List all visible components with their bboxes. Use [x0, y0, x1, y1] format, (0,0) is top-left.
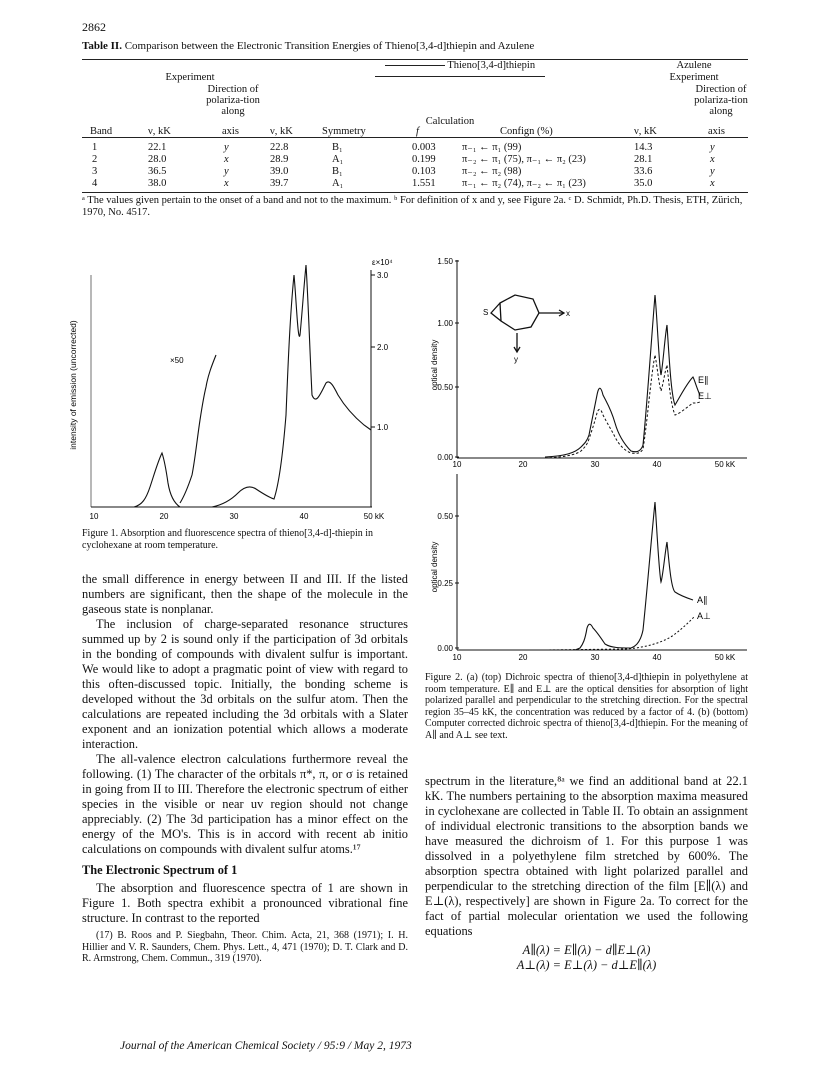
figure-2b-curve-parallel [575, 502, 693, 650]
table-cell-nu-calc: 22.8 [270, 142, 289, 153]
table-cell-band: 1 [92, 142, 98, 153]
figure-2b-x-tick: 50 kK [714, 653, 736, 662]
table-col-axis-az: axis [708, 126, 725, 137]
figure-2a-ylabel: optical density [430, 339, 439, 391]
figure-1-annotation: ×50 [170, 356, 184, 365]
table-col-config: Confign (%) [500, 126, 553, 137]
figure-2a-y-tick: 0.50 [437, 383, 453, 392]
table-cell-axis: x [224, 154, 229, 165]
table-cell-axis-az: x [710, 178, 715, 189]
figure-2b-label-parallel: A∥ [697, 595, 708, 605]
table-cell-axis-az: y [710, 166, 715, 177]
table-cell-axis-az: x [710, 154, 715, 165]
table-row [82, 142, 748, 154]
table-group-experiment-azulene: Experiment [669, 72, 719, 83]
table-cell-nu-calc: 39.0 [270, 166, 289, 177]
figure-2b-x-tick: 30 [590, 653, 600, 662]
table-cell-nu-az: 14.3 [634, 142, 653, 153]
table-cell-config: π₋₂ ← π₂ (98) [462, 166, 522, 177]
figure-2a-x-tick: 40 [652, 460, 662, 469]
right-paragraph-1: spectrum in the literature,⁸ᵃ we find an additional band at 22.1 kK. The numbers pertaining to the absorption maxima measured in cyclohexane are collected in Table II. To obtain an assignment of individual electronic transitions to the absorption bands we have measured the dichroism of 1. For this purpose 1 was dissolved in a polyethylene film stretched by 600%. The absorption spectra obtained with light polarized parallel and perpendicular to the stretching direction of the film [E∥(λ) and E⊥(λ), respectively] are shown in Figure 2a. To correct for the fact of partial molecular orientation we used the following equations [425, 774, 748, 938]
right-column [425, 774, 748, 973]
table-cell-f: 0.003 [412, 142, 436, 153]
figure-1-x-tick: 30 [229, 512, 239, 521]
table-cell-band: 4 [92, 178, 98, 189]
table-cell-band: 2 [92, 154, 98, 165]
table-cell-nu: 36.5 [148, 166, 167, 177]
left-paragraph-3: The all-valence electron calculations furthermore reveal the following. (1) The character of the orbitals π*, π, or σ is retained in going from II to III. Therefore the electronic spectrum of either species in the visible or near uv region should not change appreciably. (2) The 3d participation has a minor effect on the energy of the MO's. This is in accord with recent ab initio calculations on compounds with divalent sulfur atoms.¹⁷ [82, 752, 408, 856]
figure-1-y-tick: 3.0 [377, 271, 389, 280]
table-cell-nu-az: 28.1 [634, 154, 653, 165]
figure-1-right-label: ε×10⁴ [372, 258, 393, 267]
figure-2b-label-perpendicular: A⊥ [697, 611, 711, 621]
left-paragraph-4: The absorption and fluorescence spectra of 1 are shown in Figure 1. Both spectra exhibit a pronounced vibrational fine structure. In contrast to the reported [82, 881, 408, 925]
table-cell-f: 0.103 [412, 166, 436, 177]
table-cell-config: π₋₁ ← π₂ (74), π₋₂ ← π₁ (23) [462, 178, 586, 189]
table-col-direction-az: Direction of polariza-tion along [694, 84, 748, 117]
table-cell-sym: B₁ [332, 166, 343, 177]
table-group-experiment: Experiment [165, 72, 215, 83]
figure-1-absorption-curve [212, 265, 371, 507]
figure-2b-y-tick: 0.50 [437, 512, 453, 521]
table-cell-sym: A₁ [332, 154, 344, 165]
table-cell-config: π₋₂ ← π₁ (75), π₋₁ ← π₂ (23) [462, 154, 586, 165]
table-cell-sym: A₁ [332, 178, 344, 189]
reference-17: (17) B. Roos and P. Siegbahn, Theor. Chim. Acta, 21, 368 (1971); I. H. Hillier and V. R. Saunders, Chem. Phys. Lett., 4, 471 (1970); D. T. Clark and D. R. Armstrong, Chem. Commun., 319 (1970). [82, 930, 408, 964]
figure-2b-curve-perpendicular [545, 616, 695, 650]
figure-2a-x-tick: 50 kK [714, 460, 736, 469]
figure-2b [425, 472, 750, 672]
table-footnote: ᵃ The values given pertain to the onset of a band and not to the maximum. ᵇ For definition of x and y, see Figure 2a. ᶜ D. Schmidt, Ph.D. Thesis, ETH, Zürich, 1970, No. 4517. [82, 195, 743, 218]
left-column [82, 572, 408, 965]
figure-2a-x-tick: 10 [452, 460, 462, 469]
figure-2a-molecule [491, 295, 564, 352]
figure-1-y-tick: 1.0 [377, 423, 389, 432]
equation-2: A⊥(λ) = E⊥(λ) − d⊥E∥(λ) [516, 958, 657, 972]
table-cell-axis: y [224, 142, 229, 153]
figure-2a-label-parallel: E∥ [698, 375, 709, 385]
equation-1: A∥(λ) = E∥(λ) − d∥E⊥(λ) [522, 943, 651, 957]
figure-2a-y-tick: 0.00 [437, 453, 453, 462]
figure-2b-x-tick: 10 [452, 653, 462, 662]
table-group-calculation: Calculation [425, 116, 475, 127]
figure-1-fluorescence-curve [134, 355, 216, 507]
figure-2b-ylabel: optical density [430, 541, 439, 593]
table-col-nu-az: ν, kK [634, 126, 657, 137]
figure-2b-y-tick: 0.00 [437, 644, 453, 653]
figure-1-x-tick: 50 kK [363, 512, 385, 521]
table-header-rule [82, 137, 748, 138]
figure-1-y-tick: 2.0 [377, 343, 389, 352]
figure-1-axes [82, 255, 372, 507]
table-caption [82, 40, 742, 52]
figure-1-x-tick: 20 [159, 512, 169, 521]
table-cell-nu-az: 33.6 [634, 166, 653, 177]
table-group-azulene: Azulene [676, 60, 712, 71]
figure-2a-s-label: S [483, 308, 489, 317]
table-cell-f: 1.551 [412, 178, 436, 189]
table-row [82, 166, 748, 178]
table-col-band: Band [90, 126, 113, 137]
table-col-axis: axis [222, 126, 239, 137]
figure-2a-y-tick: 1.00 [437, 319, 453, 328]
table-cell-nu: 22.1 [148, 142, 167, 153]
figure-2a-x-tick: 30 [590, 460, 600, 469]
table-caption-label: Table II. [82, 40, 122, 52]
table-row [82, 154, 748, 166]
figure-2b-y-tick: 0.25 [437, 579, 453, 588]
page-number: 2862 [82, 20, 106, 34]
table-cell-nu: 28.0 [148, 154, 167, 165]
figure-2a-y-tick: 1.50 [437, 257, 453, 266]
table-body [82, 142, 748, 190]
figure-2a-label-perpendicular: E⊥ [698, 391, 712, 401]
table-col-nu-calc: ν, kK [270, 126, 293, 137]
table-col-symmetry: Symmetry [322, 126, 366, 137]
table-row [82, 178, 748, 190]
figure-2a-curve-parallel [545, 295, 700, 457]
table-cell-nu-calc: 39.7 [270, 178, 289, 189]
section-heading: The Electronic Spectrum of 1 [82, 863, 238, 877]
figure-2a-x-tick: 20 [518, 460, 528, 469]
figure-1-caption: Figure 1. Absorption and fluorescence spectra of thieno[3,4-d]-thiepin in cyclohexane at room temperature. [82, 528, 374, 551]
figure-2-caption: Figure 2. (a) (top) Dichroic spectra of thieno[3,4-d]thiepin in polyethylene at room temperature. E∥ and E⊥ are the optical densities for absorption of light polarized parallel and perpendicular to the stretching direction. For the spectral region 35–45 kK, the concentration was reduced by a factor of 4. (b) (bottom) Computer corrected dichroic spectra of thieno[3,4-d]thiepin. For the meaning of A∥ and A⊥ see text. [425, 672, 748, 741]
journal-footer: Journal of the American Chemical Society / 95:9 / May 2, 1973 [120, 1040, 412, 1052]
figure-1-x-tick: 10 [89, 512, 99, 521]
figure-2b-x-tick: 20 [518, 653, 528, 662]
table-col-f: f [416, 126, 419, 137]
figure-2a [425, 255, 750, 470]
table-cell-config: π₋₁ ← π₁ (99) [462, 142, 522, 153]
figure-2a-curve-perpendicular [545, 355, 700, 458]
table-caption-text: Comparison between the Electronic Transition Energies of Thieno[3,4-d]thiepin and Azulene [124, 40, 535, 52]
figure-1-ylabel: intensity of emission (uncorrected) [68, 320, 78, 450]
table-cell-axis: y [224, 166, 229, 177]
table-col-direction: Direction of polariza-tion along [206, 84, 260, 117]
left-paragraph-2: The inclusion of charge-separated resonance structures summed up by 2 is sound only if the participation of 3d orbitals in the bonding of compounds with divalent sulfur is important. We would like to adopt a pragmatic point of view with regard to this often-discussed topic. Initially, the bonding scheme is developed without the 3d orbitals on the sulfur atom. Then the calculations are repeated including the 3d orbitals with a Slater exponent and an ionization potential which allows a moderate interaction. [82, 617, 408, 751]
table-cell-axis: x [224, 178, 229, 189]
figure-2a-y-axis-label: y [514, 355, 518, 364]
table-bottom-rule [82, 192, 748, 193]
figure-2b-x-tick: 40 [652, 653, 662, 662]
figure-2a-x-axis-label: x [566, 309, 570, 318]
table-cell-f: 0.199 [412, 154, 436, 165]
table-cell-nu: 38.0 [148, 178, 167, 189]
table-cell-band: 3 [92, 166, 98, 177]
table-col-nu: ν, kK [148, 126, 171, 137]
left-paragraph-1: the small difference in energy between II and III. If the listed numbers are significant, then the shape of the molecule in the gaseous state is nonplanar. [82, 572, 408, 616]
table-cell-axis-az: y [710, 142, 715, 153]
figure-1 [68, 255, 422, 525]
table-cell-nu-calc: 28.9 [270, 154, 289, 165]
table-group-thieno: Thieno[3,4-d]thiepin [300, 60, 620, 82]
figure-1-x-tick: 40 [299, 512, 309, 521]
table-cell-nu-az: 35.0 [634, 178, 653, 189]
table-cell-sym: B₁ [332, 142, 343, 153]
